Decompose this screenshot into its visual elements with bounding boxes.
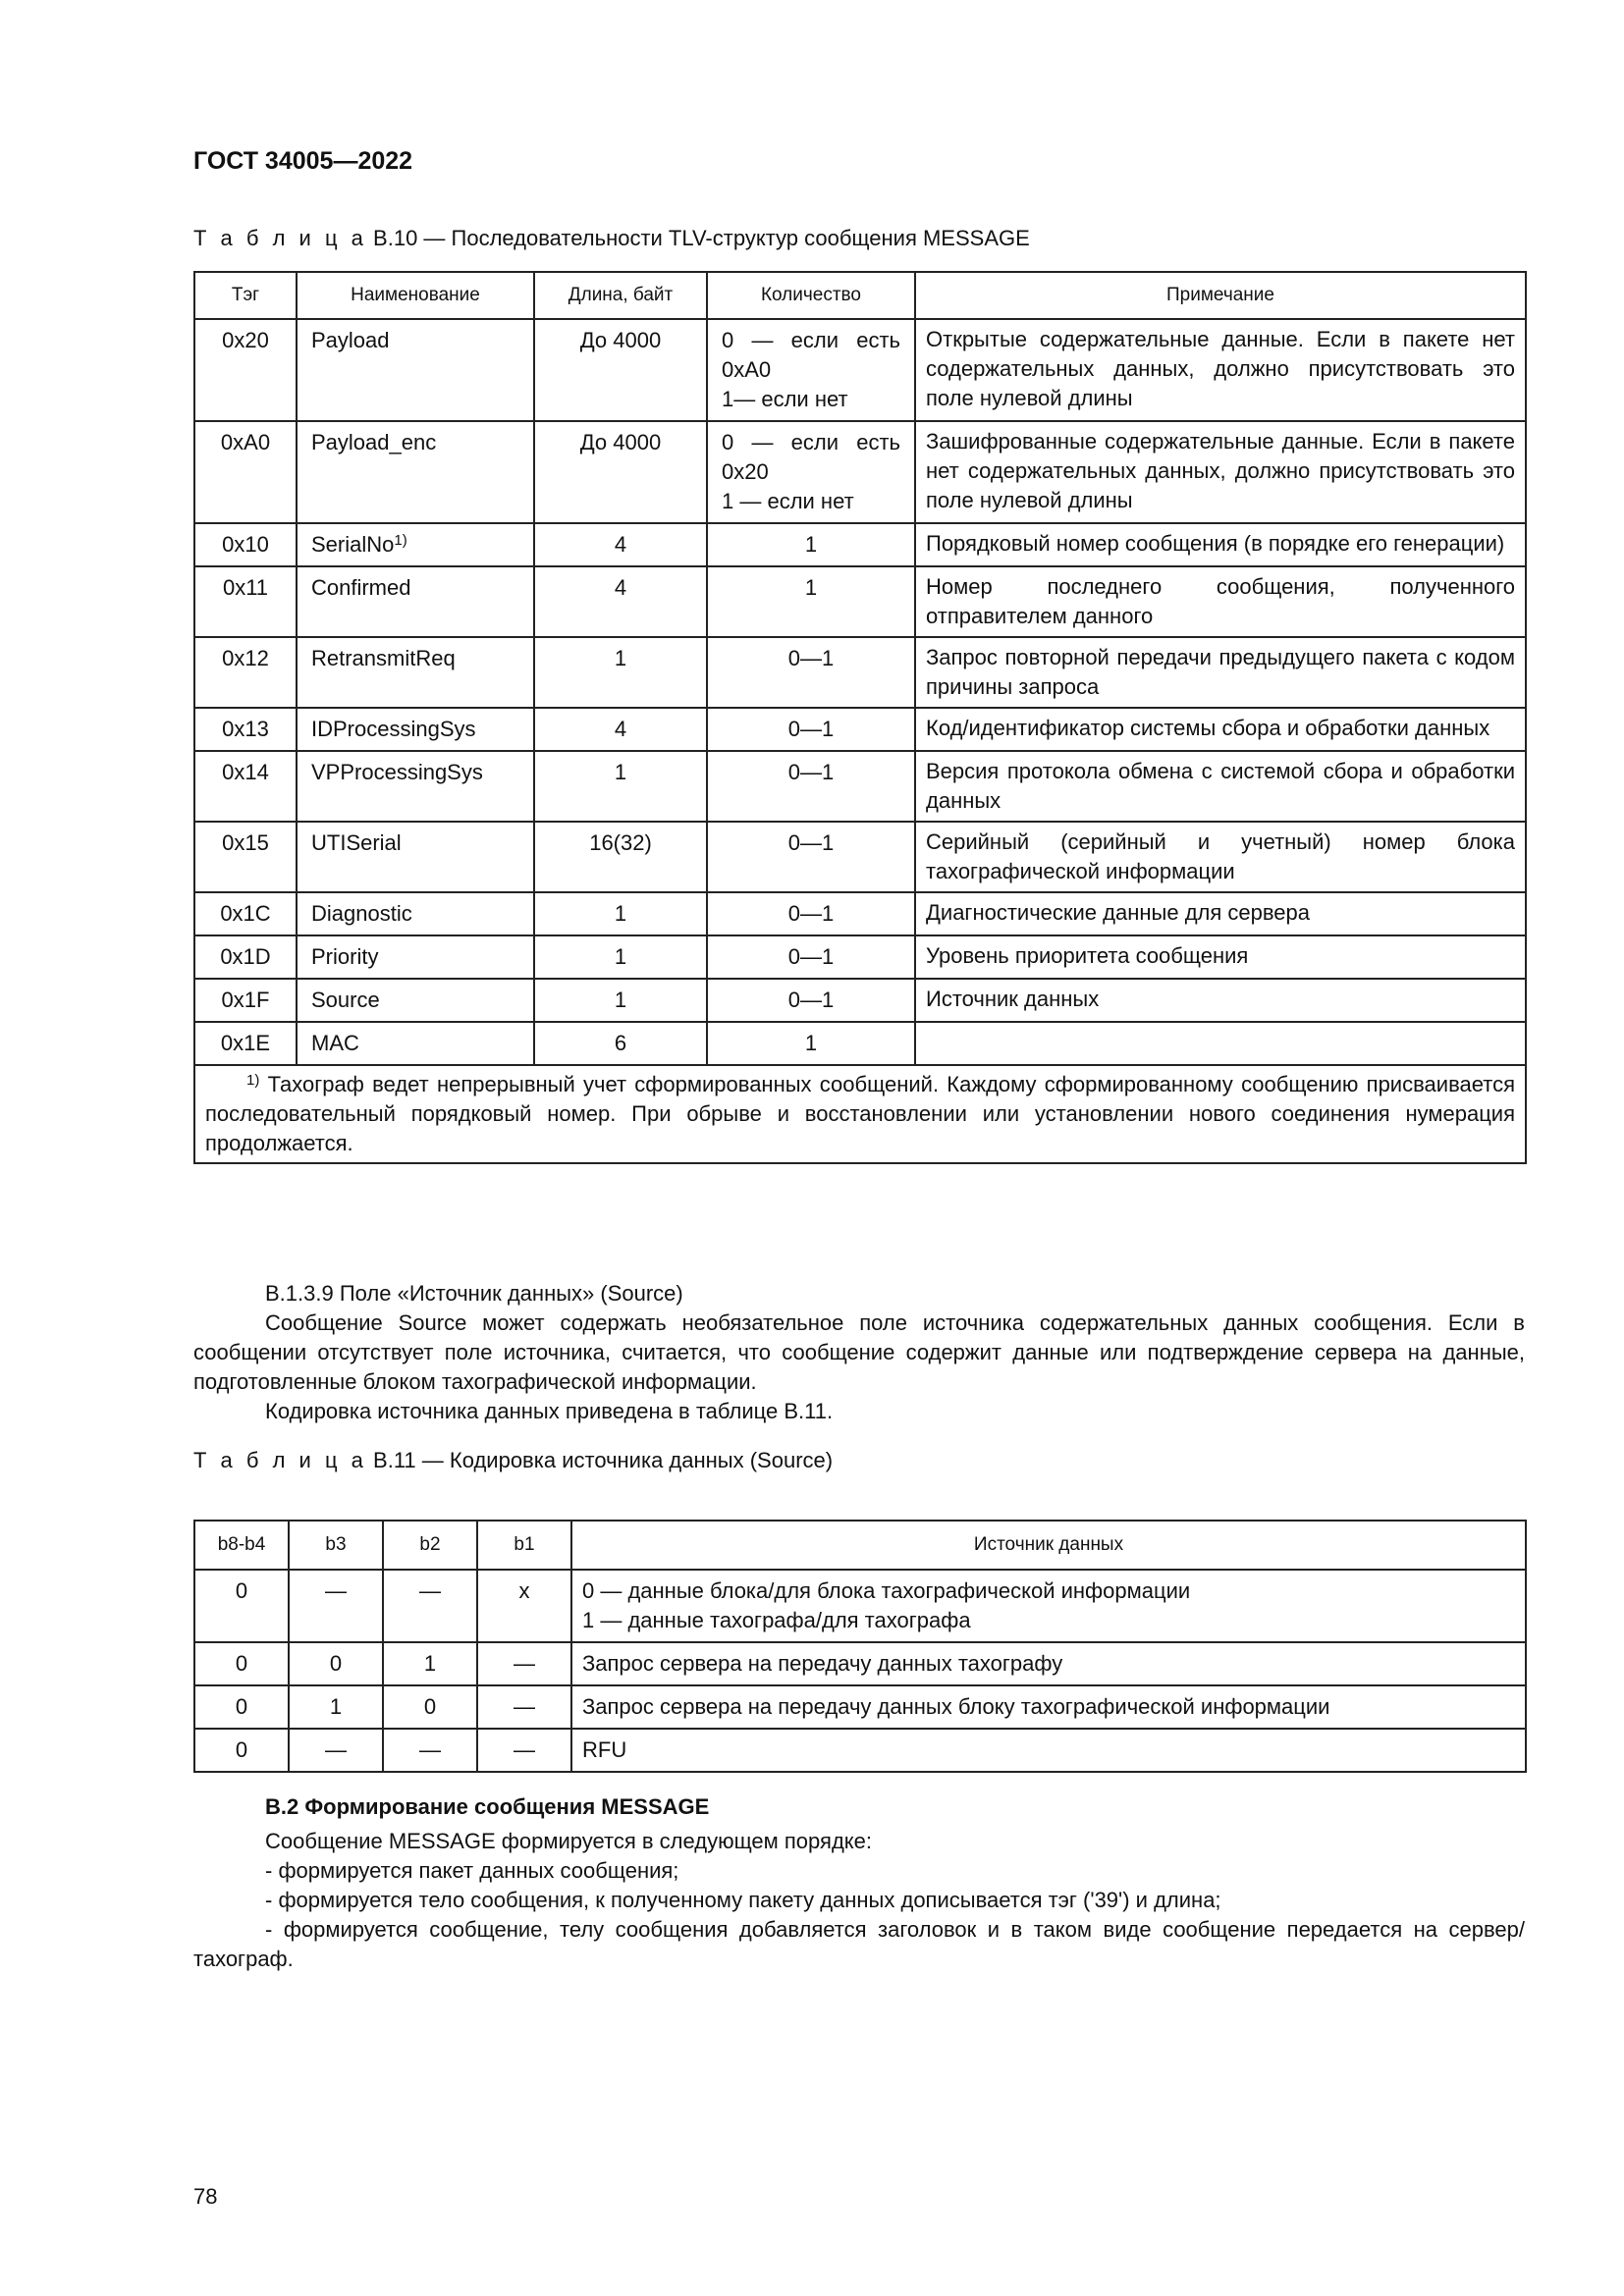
cell-b1: x <box>477 1570 571 1642</box>
length-value: 1 <box>614 944 627 969</box>
name-value: Payload_enc <box>311 430 437 454</box>
table-header-row <box>194 272 1526 319</box>
cell-name <box>297 566 534 637</box>
list-item: - формируется пакет данных сообщения; <box>265 1858 679 1883</box>
length-value: До 4000 <box>579 430 662 454</box>
cell-length <box>534 637 707 708</box>
cell-note <box>915 319 1526 421</box>
length-value: 4 <box>614 532 627 557</box>
cell-length <box>534 319 707 421</box>
cell-length <box>534 421 707 523</box>
cell-name <box>297 523 534 566</box>
table-b11-body <box>194 1570 1526 1772</box>
length-value: 1 <box>614 901 627 926</box>
length-value: 1 <box>614 760 627 784</box>
length-value: 6 <box>614 1031 627 1055</box>
cell-tag <box>194 892 297 935</box>
table-row <box>194 1570 1526 1642</box>
cell-quantity <box>707 892 915 935</box>
name-value: Payload <box>311 328 390 352</box>
table-row <box>194 523 1526 566</box>
cell-length <box>534 523 707 566</box>
cell-name <box>297 1022 534 1065</box>
note-value: Диагностические данные для сервера <box>926 900 1311 925</box>
length-value: До 4000 <box>579 328 662 352</box>
source-line: 1 — данные тахографа/для тахографа <box>582 1608 971 1632</box>
name-value: SerialNo <box>311 532 395 557</box>
note-value: Версия протокола обмена с системой сбора и обработки данных <box>926 759 1515 813</box>
column-header: Наименование <box>297 272 534 319</box>
note-value: Источник данных <box>926 987 1100 1011</box>
footnote-ref: 1) <box>394 532 407 549</box>
table-b10-caption <box>193 226 1030 251</box>
note-value: Номер последнего сообщения, полученного отправителем данного <box>926 574 1515 628</box>
cell-quantity <box>707 566 915 637</box>
cell-b2: 1 <box>383 1642 477 1685</box>
cell-quantity <box>707 637 915 708</box>
note-value: Код/идентификатор системы сбора и обработки данных <box>926 716 1490 740</box>
cell-name <box>297 979 534 1022</box>
column-header: b8-b4 <box>194 1521 289 1570</box>
table-row <box>194 1642 1526 1685</box>
cell-length <box>534 822 707 892</box>
quantity-line: 0—1 <box>787 988 835 1012</box>
cell-length <box>534 1022 707 1065</box>
tag-value: 0xA0 <box>220 430 271 454</box>
document-header: ГОСТ 34005—2022 <box>193 147 413 175</box>
cell-quantity <box>707 822 915 892</box>
table-row <box>194 708 1526 751</box>
tag-value: 0x20 <box>222 328 269 352</box>
paragraph: Сообщение MESSAGE формируется в следующем порядке: <box>265 1829 872 1853</box>
cell-b1: — <box>477 1729 571 1772</box>
note-value: Уровень приоритета сообщения <box>926 943 1249 968</box>
name-value: Diagnostic <box>311 901 412 926</box>
caption-text: В.11 — Кодировка источника данных (Source) <box>373 1448 834 1472</box>
name-value: VPProcessingSys <box>311 760 483 784</box>
cell-quantity <box>707 421 915 523</box>
table-row <box>194 1729 1526 1772</box>
cell-name <box>297 751 534 822</box>
quantity-line: 0 — если есть <box>722 430 900 454</box>
length-value: 1 <box>614 646 627 670</box>
tag-value: 0x1C <box>220 901 271 926</box>
cell-b3: — <box>289 1570 383 1642</box>
quantity-line: 1— если нет <box>722 387 848 411</box>
cell-source <box>571 1685 1526 1729</box>
note-value: Запрос повторной передачи предыдущего пакета с кодом причины запроса <box>926 645 1515 699</box>
cell-b84: 0 <box>194 1685 289 1729</box>
length-value: 16(32) <box>589 830 652 855</box>
cell-b3: 1 <box>289 1685 383 1729</box>
source-line: RFU <box>582 1737 627 1762</box>
table-row <box>194 637 1526 708</box>
cell-note <box>915 1022 1526 1065</box>
cell-quantity <box>707 708 915 751</box>
list-item: - формируется сообщение, телу сообщения добавляется заголовок и в таком виде сообщение передается на сервер/тахограф. <box>193 1917 1525 1971</box>
column-header: Примечание <box>915 272 1526 319</box>
quantity-line: 1 <box>804 532 818 557</box>
table-row <box>194 822 1526 892</box>
name-value: Confirmed <box>311 575 411 600</box>
cell-length <box>534 708 707 751</box>
tag-value: 0x12 <box>222 646 269 670</box>
cell-b3: — <box>289 1729 383 1772</box>
paragraph: Сообщение Source может содержать необязательное поле источника содержательных данных сообщения. Если в сообщении отсутствует поле источника, считается, что сообщение содержит данные или подтверждение сервера на данные, подготовленные блоком тахографической информации. <box>193 1310 1525 1394</box>
section-heading: В.2 Формирование сообщения MESSAGE <box>265 1794 710 1819</box>
quantity-line: 1 <box>804 575 818 600</box>
length-value: 1 <box>614 988 627 1012</box>
source-line: Запрос сервера на передачу данных тахографу <box>582 1651 1063 1676</box>
length-value: 4 <box>614 717 627 741</box>
cell-note <box>915 935 1526 979</box>
quantity-line: 0—1 <box>787 646 835 670</box>
cell-b84: 0 <box>194 1642 289 1685</box>
cell-tag <box>194 979 297 1022</box>
cell-name <box>297 822 534 892</box>
cell-tag <box>194 1022 297 1065</box>
caption-prefix: Т а б л и ц а <box>193 226 367 250</box>
section-b139 <box>193 1279 1525 1426</box>
quantity-line: 0—1 <box>787 944 835 969</box>
cell-name <box>297 935 534 979</box>
cell-tag <box>194 566 297 637</box>
cell-length <box>534 751 707 822</box>
name-value: IDProcessingSys <box>311 717 476 741</box>
cell-length <box>534 979 707 1022</box>
table-b11-caption <box>193 1448 833 1473</box>
tag-value: 0x14 <box>222 760 269 784</box>
note-value: Зашифрованные содержательные данные. Если в пакете нет содержательных данных, должно присутствовать это поле нулевой длины <box>926 429 1515 512</box>
cell-tag <box>194 523 297 566</box>
tag-value: 0x10 <box>222 532 269 557</box>
tag-value: 0x15 <box>222 830 269 855</box>
table-header-row <box>194 1521 1526 1570</box>
cell-tag <box>194 421 297 523</box>
cell-tag <box>194 822 297 892</box>
cell-name <box>297 319 534 421</box>
column-header: Длина, байт <box>534 272 707 319</box>
column-header: Источник данных <box>571 1521 1526 1570</box>
cell-quantity <box>707 935 915 979</box>
name-value: RetransmitReq <box>311 646 456 670</box>
column-header: Тэг <box>194 272 297 319</box>
cell-quantity <box>707 319 915 421</box>
cell-b2: 0 <box>383 1685 477 1729</box>
column-header: b1 <box>477 1521 571 1570</box>
cell-name <box>297 421 534 523</box>
list-item: - формируется тело сообщения, к полученному пакету данных дописывается тэг ('39') и длина; <box>265 1888 1221 1912</box>
cell-source <box>571 1642 1526 1685</box>
section-heading: В.1.3.9 Поле «Источник данных» (Source) <box>265 1281 683 1306</box>
source-line: Запрос сервера на передачу данных блоку тахографической информации <box>582 1694 1330 1719</box>
cell-length <box>534 935 707 979</box>
paragraph: Кодировка источника данных приведена в таблице В.11. <box>265 1399 834 1423</box>
cell-quantity <box>707 979 915 1022</box>
table-row <box>194 892 1526 935</box>
table-row <box>194 979 1526 1022</box>
length-value: 4 <box>614 575 627 600</box>
table-row <box>194 319 1526 421</box>
quantity-line: 0x20 <box>722 459 769 484</box>
quantity-line: 1 — если нет <box>722 489 854 513</box>
cell-name <box>297 708 534 751</box>
table-row <box>194 566 1526 637</box>
name-value: MAC <box>311 1031 359 1055</box>
table-row <box>194 1685 1526 1729</box>
table-row <box>194 421 1526 523</box>
quantity-line: 0xA0 <box>722 357 772 382</box>
table-b11 <box>193 1520 1527 1773</box>
caption-prefix: Т а б л и ц а <box>193 1448 367 1472</box>
quantity-line: 1 <box>804 1031 818 1055</box>
cell-note <box>915 708 1526 751</box>
page-number: 78 <box>193 2184 218 2209</box>
cell-note <box>915 637 1526 708</box>
cell-note <box>915 566 1526 637</box>
tag-value: 0x11 <box>222 575 269 600</box>
quantity-line: 0—1 <box>787 760 835 784</box>
note-value: Серийный (серийный и учетный) номер блока тахографической информации <box>926 829 1515 883</box>
cell-name <box>297 637 534 708</box>
cell-tag <box>194 935 297 979</box>
cell-note <box>915 892 1526 935</box>
tag-value: 0x1D <box>220 944 271 969</box>
cell-quantity <box>707 751 915 822</box>
cell-length <box>534 566 707 637</box>
cell-tag <box>194 751 297 822</box>
cell-length <box>534 892 707 935</box>
column-header: b3 <box>289 1521 383 1570</box>
cell-b1: — <box>477 1642 571 1685</box>
table-b10-body <box>194 319 1526 1065</box>
cell-note <box>915 979 1526 1022</box>
section-b2 <box>193 1792 1525 1974</box>
cell-b84: 0 <box>194 1570 289 1642</box>
table-b10 <box>193 271 1527 1164</box>
cell-note <box>915 523 1526 566</box>
caption-text: В.10 — Последовательности TLV-структур сообщения MESSAGE <box>373 226 1030 250</box>
name-value: UTISerial <box>311 830 402 855</box>
cell-quantity <box>707 523 915 566</box>
cell-note <box>915 421 1526 523</box>
note-value: Порядковый номер сообщения (в порядке его генерации) <box>926 531 1505 556</box>
table-footnote-row <box>194 1065 1526 1163</box>
source-line: 0 — данные блока/для блока тахографической информации <box>582 1578 1191 1603</box>
column-header: b2 <box>383 1521 477 1570</box>
cell-source <box>571 1570 1526 1642</box>
cell-tag <box>194 637 297 708</box>
table-row <box>194 935 1526 979</box>
table-row <box>194 751 1526 822</box>
cell-b1: — <box>477 1685 571 1729</box>
name-value: Priority <box>311 944 379 969</box>
cell-note <box>915 822 1526 892</box>
cell-note <box>915 751 1526 822</box>
tag-value: 0x1F <box>221 988 270 1012</box>
cell-name <box>297 892 534 935</box>
footnote-text: Тахограф ведет непрерывный учет сформированных сообщений. Каждому сформированному сообщению присваивается последовательный порядковый номер. При обрыве и восстановлении или установлении нового соединения нумерация продолжается. <box>205 1072 1515 1155</box>
note-value: Открытые содержательные данные. Если в пакете нет содержательных данных, должно присутствовать это поле нулевой длины <box>926 327 1515 410</box>
cell-source <box>571 1729 1526 1772</box>
footnote-mark: 1) <box>246 1072 260 1089</box>
tag-value: 0x13 <box>222 717 269 741</box>
quantity-line: 0—1 <box>787 901 835 926</box>
name-value: Source <box>311 988 380 1012</box>
cell-b3: 0 <box>289 1642 383 1685</box>
cell-b2: — <box>383 1570 477 1642</box>
cell-tag <box>194 708 297 751</box>
cell-b84: 0 <box>194 1729 289 1772</box>
cell-quantity <box>707 1022 915 1065</box>
tag-value: 0x1E <box>220 1031 271 1055</box>
table-footnote <box>194 1065 1526 1163</box>
quantity-line: 0—1 <box>787 830 835 855</box>
column-header: Количество <box>707 272 915 319</box>
cell-tag <box>194 319 297 421</box>
quantity-line: 0—1 <box>787 717 835 741</box>
quantity-line: 0 — если есть <box>722 328 900 352</box>
table-row <box>194 1022 1526 1065</box>
cell-b2: — <box>383 1729 477 1772</box>
